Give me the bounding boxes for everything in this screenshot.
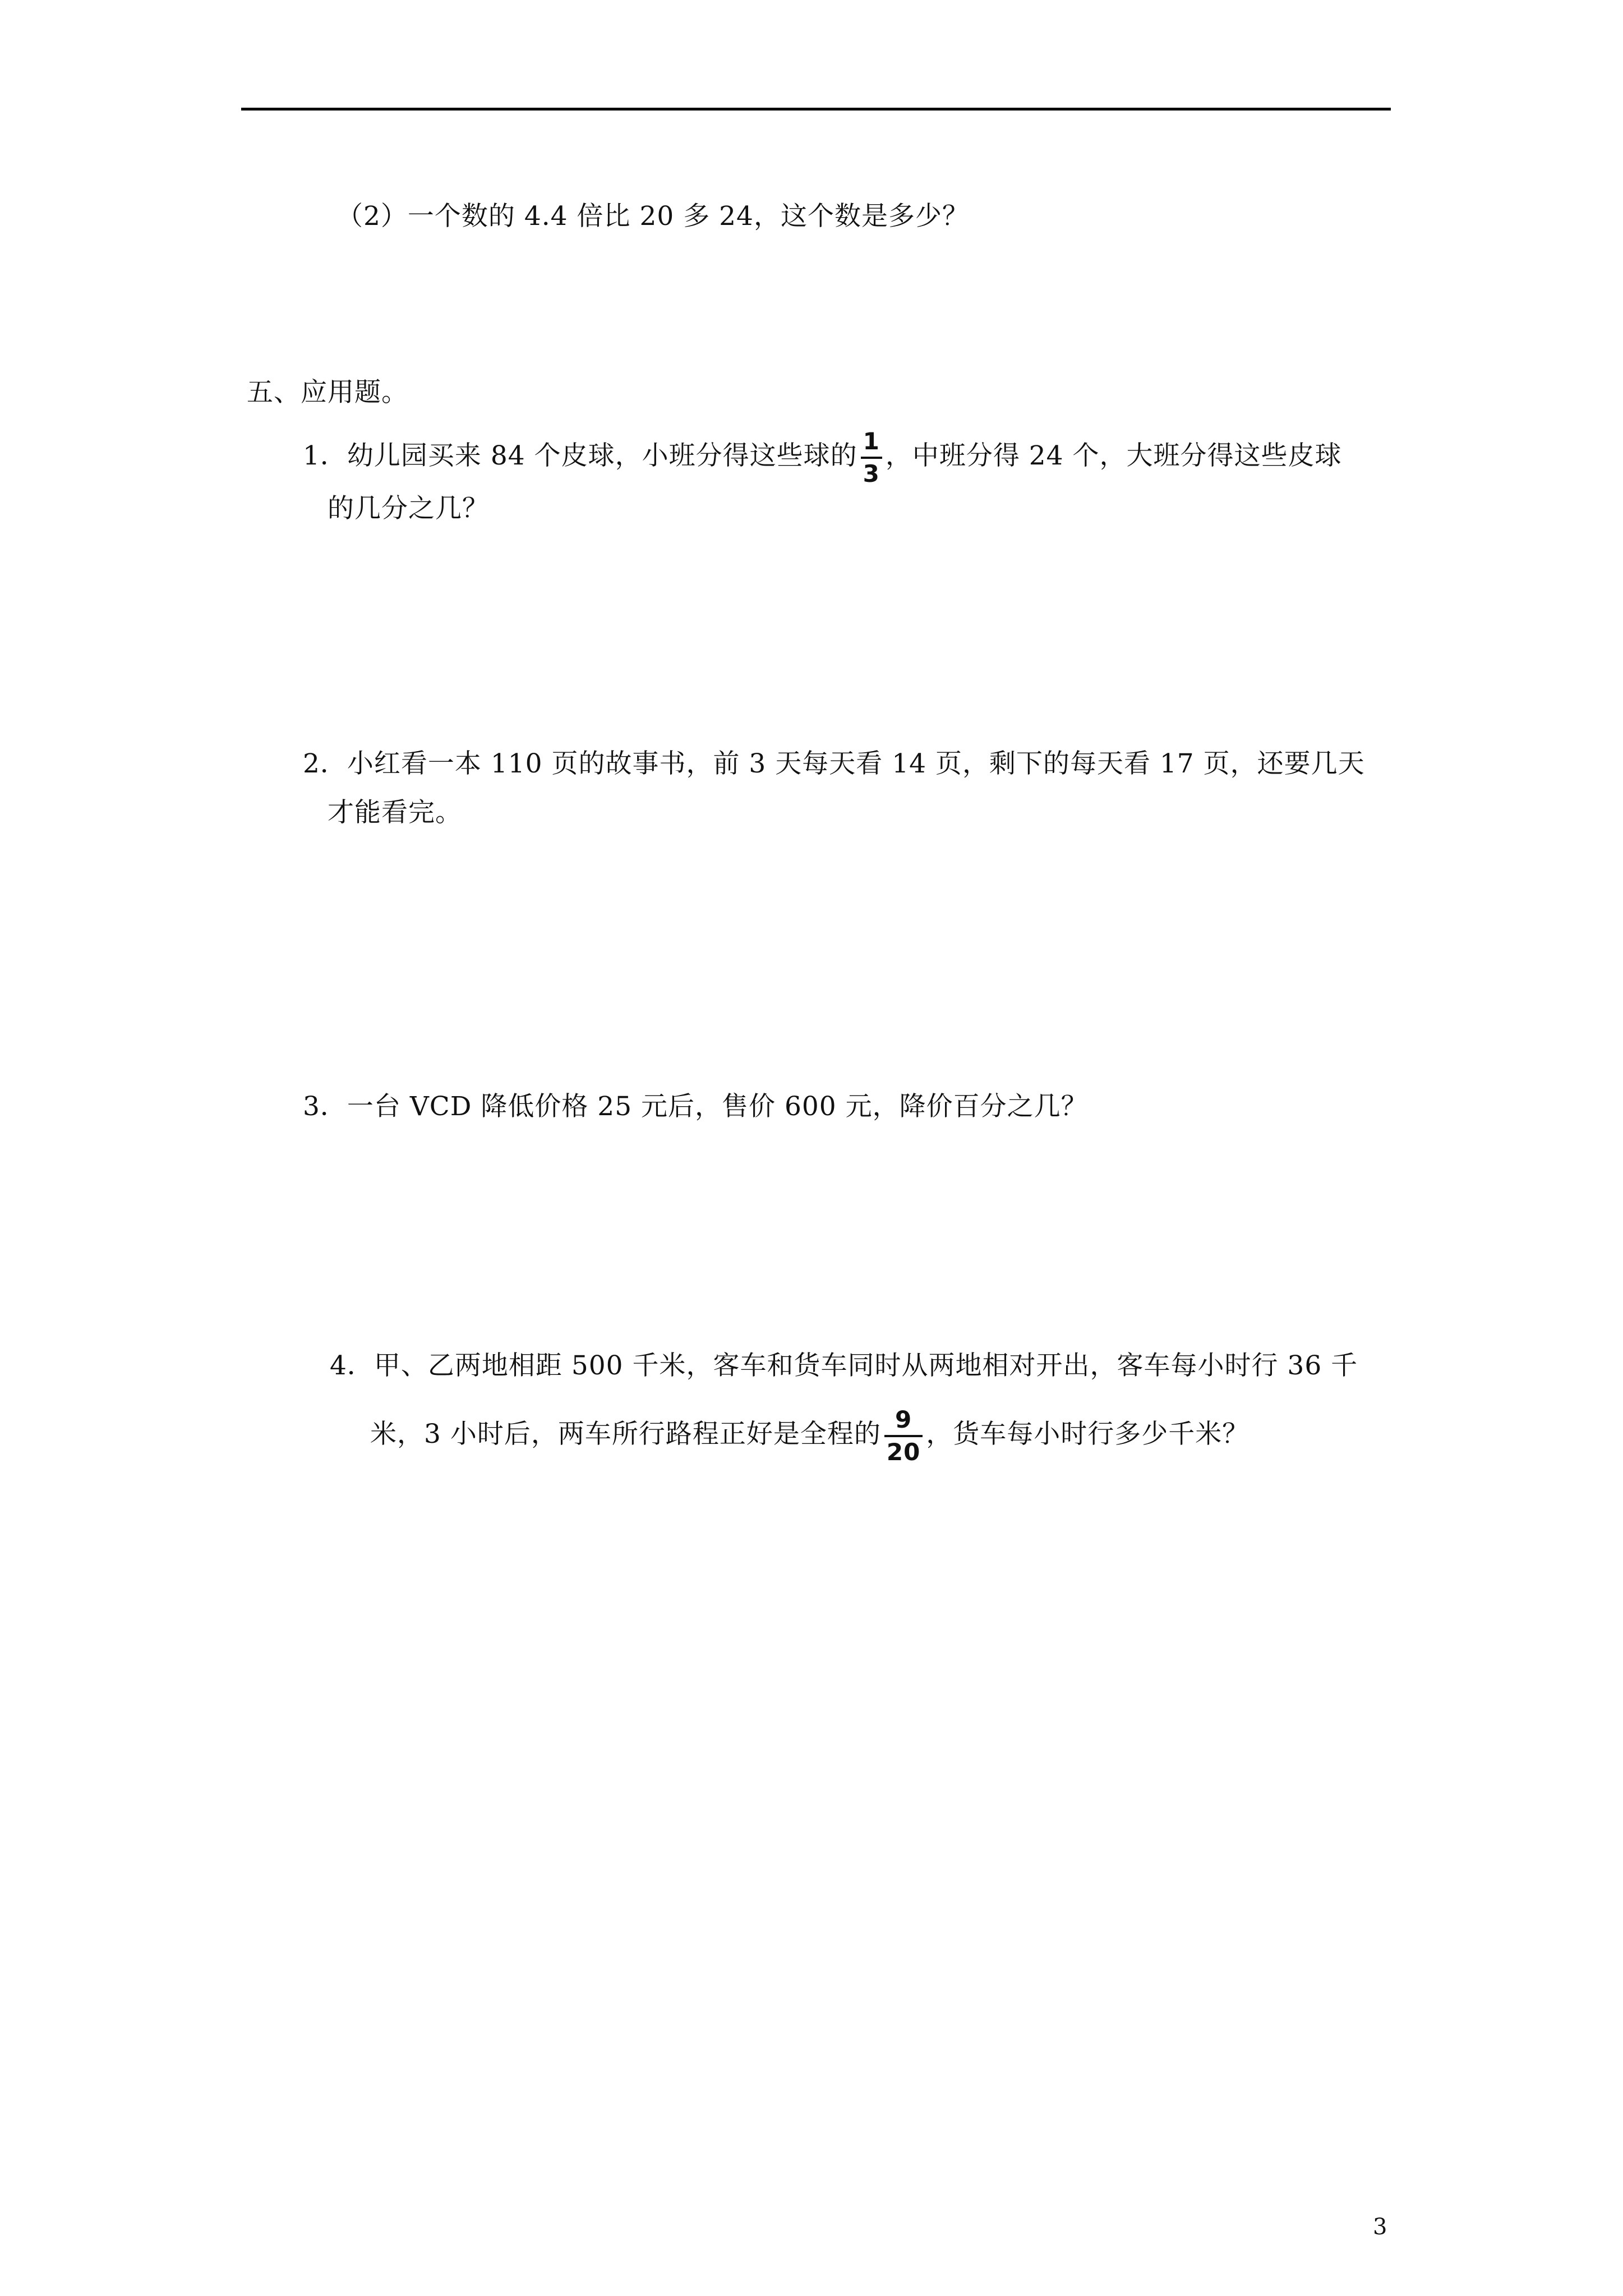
problem-1-text-pre: 1．幼儿园买来 84 个皮球，小班分得这些球的 <box>303 440 857 471</box>
sub-question-2: （2）一个数的 4.4 倍比 20 多 24，这个数是多少？ <box>336 201 969 232</box>
problem-3-line-1: 3．一台 VCD 降低价格 25 元后，售价 600 元，降价百分之几？ <box>303 1091 1088 1122</box>
fraction-nine-twentieths <box>884 1408 923 1464</box>
problem-1-line-2: 的几分之几？ <box>328 493 489 524</box>
problem-4-line-1: 4．甲、乙两地相距 500 千米，客车和货车同时从两地相对开出，客车每小时行 36 千 <box>330 1350 1358 1381</box>
fraction-one-third <box>861 427 882 487</box>
header-rule <box>241 108 1391 111</box>
fraction-numerator: 9 <box>895 1406 912 1433</box>
fraction-numerator: 1 <box>863 427 880 455</box>
problem-2-line-2: 才能看完。 <box>328 797 462 828</box>
fraction-denominator: 3 <box>863 460 880 487</box>
problem-1-text-post: ，中班分得 24 个，大班分得这些皮球 <box>885 440 1342 471</box>
problem-4-text-pre: 米，3 小时后，两车所行路程正好是全程的 <box>370 1419 881 1450</box>
section-title: 五、应用题。 <box>247 377 408 408</box>
fraction-denominator: 20 <box>886 1438 921 1466</box>
problem-4-text-post: ，货车每小时行多少千米？ <box>926 1419 1249 1450</box>
problem-4-line-2 <box>370 1408 1249 1464</box>
page-number: 3 <box>1373 2214 1387 2240</box>
problem-1-line-1 <box>303 427 1342 487</box>
problem-2-line-1: 2．小红看一本 110 页的故事书，前 3 天每天看 14 页，剩下的每天看 17 页，还要几天 <box>303 748 1365 779</box>
